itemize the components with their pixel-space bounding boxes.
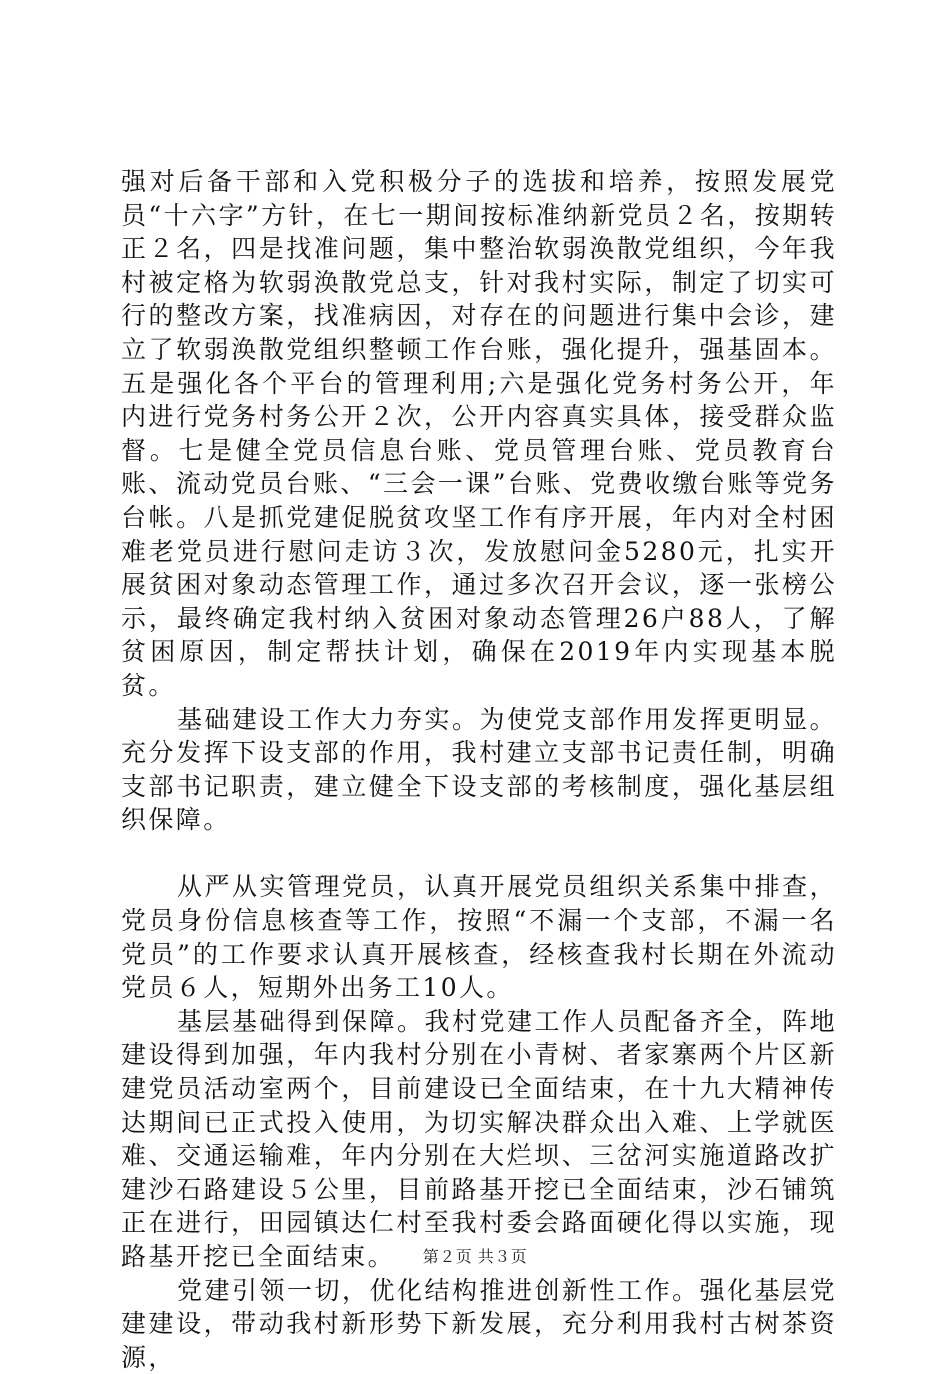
page-number-footer: 第２页 共３页 — [422, 1247, 528, 1266]
paragraph-1: 强对后备干部和入党积极分子的选拔和培养，按照发展党员“十六字”方针，在七一期间按标准纳新党员２名，按期转正２名，四是找准问题，集中整治软弱涣散党组织，今年我村被定格为软弱涣散党总支，针对我村实际，制定了切实可行的整改方案，找准病因，对存在的问题进行集中会诊，建立了软弱涣散党组织整顿工作台账，强化提升，强基固本。五是强化各个平台的管理利用;六是强化党务村务公开，年内进行党务村务公开２次，公开内容真实具体，接受群众监督。七是健全党员信息台账、党员管理台账、党员教育台账、流动党员台账、“三会一课”台账、党费收缴台账等党务台帐。八是抓党建促脱贫攻坚工作有序开展，年内对全村困难老党员进行慰问走访３次，发放慰问金5280元，扎实开展贫困对象动态管理工作，通过多次召开会议，逐一张榜公示，最终确定我村纳入贫困对象动态管理26户88人，了解贫困原因，制定帮扶计划，确保在2019年内实现基本脱贫。 — [121, 167, 837, 700]
paragraph-3: 从严从实管理党员，认真开展党员组织关系集中排查，党员身份信息核查等工作，按照“不漏一个支部，不漏一名党员”的工作要求认真开展核查，经核查我村长期在外流动党员６人，短期外出务工10人。 — [121, 872, 837, 1003]
paragraph-5: 党建引领一切，优化结构推进创新性工作。强化基层党建建设，带动我村新形势下新发展，充分利用我村古树茶资源， — [121, 1275, 837, 1372]
document-body — [121, 165, 837, 1374]
paragraph-2: 基础建设工作大力夯实。为使党支部作用发挥更明显。充分发挥下设支部的作用，我村建立支部书记责任制，明确支部书记职责，建立健全下设支部的考核制度，强化基层组织保障。 — [121, 704, 837, 835]
paragraph-4: 基层基础得到保障。我村党建工作人员配备齐全，阵地建设得到加强，年内我村分别在小青树、者家寨两个片区新建党员活动室两个，目前建设已全面结束，在十九大精神传达期间已正式投入使用，为切实解决群众出入难、上学就医难、交通运输难，年内分别在大烂坝、三岔河实施道路改扩建沙石路建设５公里，目前路基开挖已全面结束，沙石铺筑正在进行，田园镇达仁村至我村委会路面硬化得以实施，现路基开挖已全面结束。 — [121, 1006, 837, 1271]
paragraph-gap — [121, 837, 837, 871]
